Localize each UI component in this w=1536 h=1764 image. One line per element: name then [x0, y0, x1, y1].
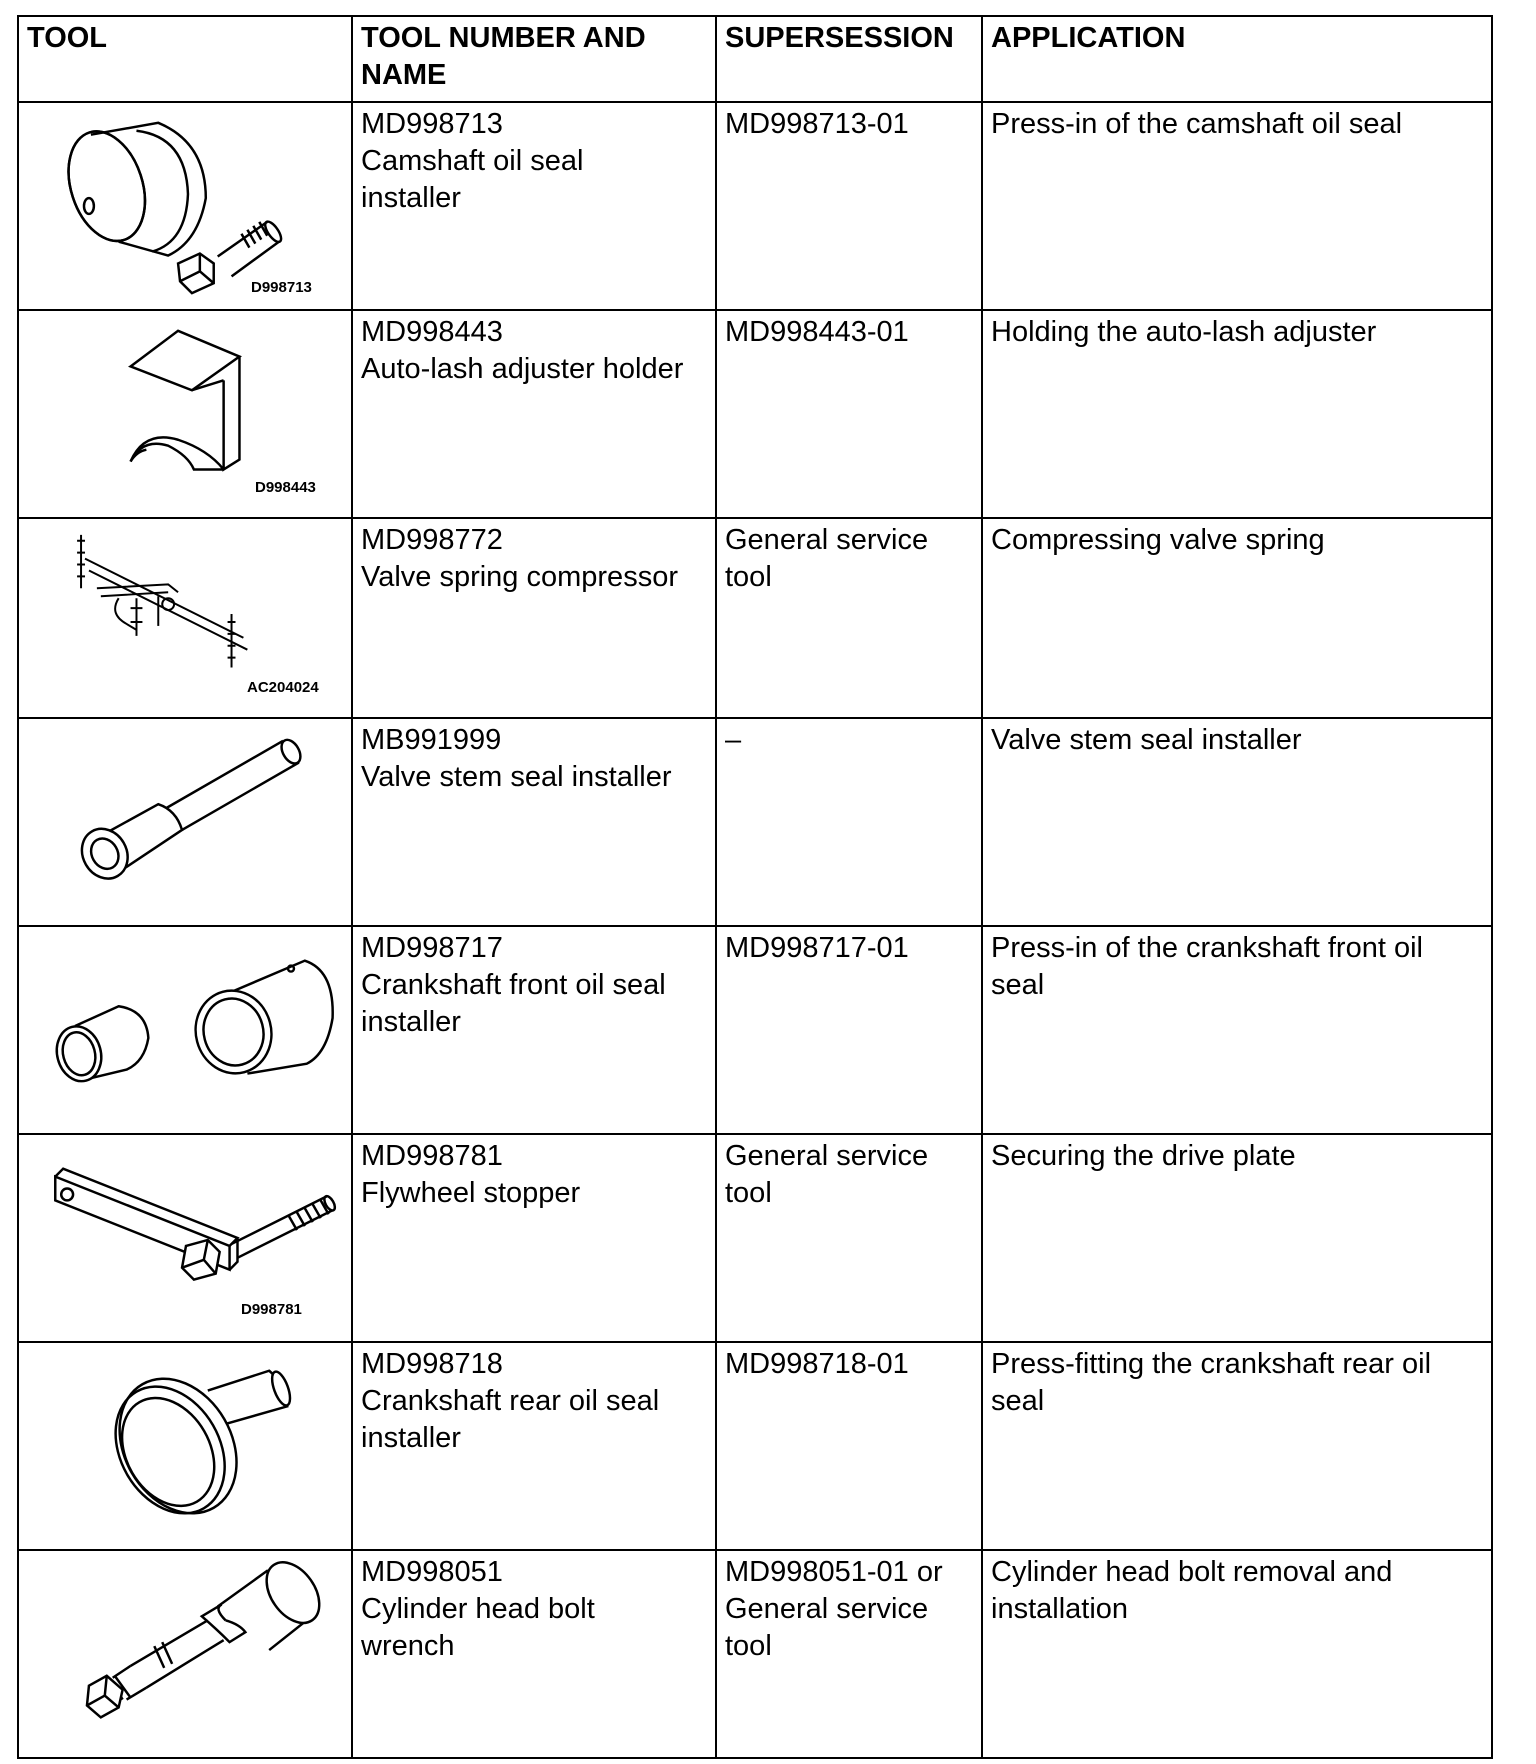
supersession-cell: MD998713-01 [716, 102, 982, 310]
image-code: AC204024 [247, 679, 319, 696]
tool-name-line: installer [361, 1422, 461, 1454]
tool-number: MD998443 [361, 316, 503, 348]
tool-name-line: installer [361, 182, 461, 214]
table-row [18, 926, 1492, 1134]
application-cell: Compressing valve spring [982, 518, 1492, 718]
tool-name-line: Camshaft oil seal [361, 145, 584, 177]
tool-name-line: installer [361, 1006, 461, 1038]
supersession-cell: MD998051-01 or General service tool [716, 1550, 982, 1758]
tool-image-cell [18, 926, 352, 1134]
application-cell: Holding the auto-lash adjuster [982, 310, 1492, 518]
tool-image-cell [18, 102, 352, 310]
tool-image-cell [18, 518, 352, 718]
application-cell: Securing the drive plate [982, 1134, 1492, 1342]
header-supersession: SUPERSESSION [716, 16, 982, 102]
tool-number: MD998781 [361, 1140, 503, 1172]
tool-number-name-cell [352, 518, 716, 718]
crankshaft-rear-oil-seal-installer-icon [19, 1343, 351, 1549]
table-row [18, 310, 1492, 518]
table-row [18, 1134, 1492, 1342]
tool-number: MD998051 [361, 1556, 503, 1588]
tool-name-line: Crankshaft rear oil seal [361, 1385, 660, 1417]
special-tools-table [17, 15, 1493, 1759]
tool-image-cell [18, 1342, 352, 1550]
tool-name-line: Auto-lash adjuster holder [361, 353, 684, 385]
supersession-cell: MD998718-01 [716, 1342, 982, 1550]
cylinder-head-bolt-wrench-icon [19, 1551, 351, 1757]
image-code: D998713 [251, 279, 312, 296]
tool-number: MD998713 [361, 108, 503, 140]
tool-name-line: wrench [361, 1630, 455, 1662]
tool-number-name-cell [352, 310, 716, 518]
tool-number: MD998717 [361, 932, 503, 964]
tool-number-name-cell [352, 1550, 716, 1758]
tool-number-name-cell [352, 102, 716, 310]
header-application: APPLICATION [982, 16, 1492, 102]
application-cell: Valve stem seal installer [982, 718, 1492, 926]
application-cell: Press-fitting the crankshaft rear oil seal [982, 1342, 1492, 1550]
tool-name-line: Flywheel stopper [361, 1177, 581, 1209]
tool-number: MD998718 [361, 1348, 503, 1380]
tool-image-cell [18, 1134, 352, 1342]
table-row [18, 718, 1492, 926]
image-code: D998781 [241, 1301, 302, 1318]
tool-image-cell [18, 1550, 352, 1758]
image-code: D998443 [255, 479, 316, 496]
supersession-cell: – [716, 718, 982, 926]
tool-name-line: Valve stem seal installer [361, 761, 672, 793]
tool-number-name-cell [352, 1342, 716, 1550]
tool-name-line: Valve spring compressor [361, 561, 678, 593]
tool-number-name-cell [352, 926, 716, 1134]
supersession-cell: MD998717-01 [716, 926, 982, 1134]
tool-number-name-cell [352, 718, 716, 926]
table-row [18, 102, 1492, 310]
application-cell: Press-in of the crankshaft front oil seal [982, 926, 1492, 1134]
application-cell: Press-in of the camshaft oil seal [982, 102, 1492, 310]
supersession-cell: MD998443-01 [716, 310, 982, 518]
crankshaft-front-oil-seal-installer-icon [19, 927, 351, 1133]
tool-number: MD998772 [361, 524, 503, 556]
table-row [18, 1342, 1492, 1550]
table-row [18, 518, 1492, 718]
supersession-cell: General service tool [716, 518, 982, 718]
header-row [18, 16, 1492, 102]
table-row [18, 1550, 1492, 1758]
header-tool-number-and-name: TOOL NUMBER AND NAME [352, 16, 716, 102]
header-tool: TOOL [18, 16, 352, 102]
tool-image-cell [18, 310, 352, 518]
tool-name-line: Cylinder head bolt [361, 1593, 595, 1625]
supersession-cell: General service tool [716, 1134, 982, 1342]
application-cell: Cylinder head bolt removal and installation [982, 1550, 1492, 1758]
tool-number: MB991999 [361, 724, 502, 756]
tool-number-name-cell [352, 1134, 716, 1342]
valve-stem-seal-installer-icon [19, 719, 351, 925]
tool-name-line: Crankshaft front oil seal [361, 969, 666, 1001]
tool-image-cell [18, 718, 352, 926]
